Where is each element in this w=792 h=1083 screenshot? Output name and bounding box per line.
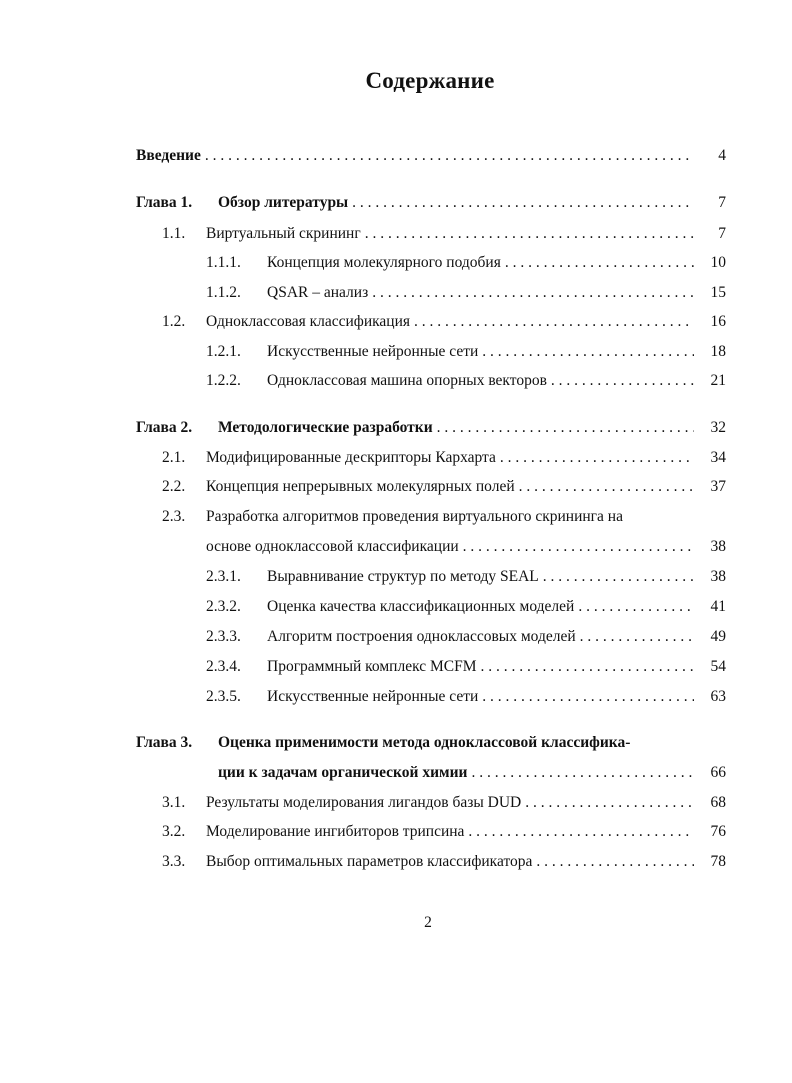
toc-entry-number: 1.2.2. (206, 372, 241, 389)
toc-entry-number: 1.1. (162, 225, 186, 242)
toc-entry-text-continued: ции к задачам органической химии (218, 764, 468, 781)
dot-leader (543, 566, 694, 588)
toc-entry-page: 18 (710, 343, 726, 360)
toc-entry-text: Программный комплекс MCFM (267, 658, 477, 675)
toc-entry-number: 2.3.5. (206, 688, 241, 705)
toc-entry-s1-2-1[interactable] (206, 341, 726, 363)
dot-leader (352, 192, 694, 214)
toc-entry-s2-3-3[interactable] (206, 626, 726, 648)
toc-entry-text: Модифицированные дескрипторы Кархарта (206, 449, 496, 466)
toc-entry-number: 2.3.1. (206, 568, 241, 585)
toc-entry-page: 76 (710, 823, 726, 840)
page-number: 2 (424, 914, 432, 931)
toc-entry-page: 41 (710, 598, 726, 615)
toc-entry-number: 2.3.3. (206, 628, 241, 645)
dot-leader (365, 223, 694, 245)
toc-entry-s1-1-1[interactable] (206, 252, 726, 274)
toc-entry-number: Глава 3. (136, 734, 193, 751)
toc-entry-s2-3-1[interactable] (206, 566, 726, 588)
dot-leader (463, 536, 694, 558)
toc-entry-page: 49 (710, 628, 726, 645)
dot-leader (519, 476, 694, 498)
dot-leader (437, 417, 694, 439)
toc-entry-ch1[interactable] (136, 192, 726, 214)
toc-entry-ch2[interactable] (136, 417, 726, 439)
toc-entry-page: 4 (718, 147, 726, 164)
dot-leader (482, 341, 694, 363)
toc-entry-s1-2[interactable] (162, 311, 726, 333)
toc-entry-number: 3.1. (162, 794, 186, 811)
toc-entry-number: 1.1.1. (206, 254, 241, 271)
toc-entry-s2-3-2[interactable] (206, 596, 726, 618)
toc-entry-s2-1[interactable] (162, 447, 726, 469)
dot-leader (481, 656, 694, 678)
toc-entry-text: Разработка алгоритмов проведения виртуального скрининга на (206, 508, 623, 525)
toc-entry-text: Введение (136, 147, 201, 164)
toc-entry-number: 1.2. (162, 313, 186, 330)
toc-entry-s2-3[interactable] (206, 536, 726, 558)
toc-entry-text: Результаты моделирования лигандов базы DUD (206, 794, 522, 811)
toc-entry-number: 2.2. (162, 478, 186, 495)
toc-entry-text: Концепция непрерывных молекулярных полей (206, 478, 515, 495)
dot-leader (536, 851, 694, 873)
toc-entry-s3-3[interactable] (162, 851, 726, 873)
dot-leader (578, 596, 694, 618)
dot-leader (505, 252, 694, 274)
toc-entry-number: 2.3. (162, 508, 186, 525)
toc-entry-text: Искусственные нейронные сети (267, 688, 479, 705)
toc-entry-page: 7 (718, 194, 726, 211)
toc-entry-text: QSAR – анализ (267, 284, 369, 301)
toc-entry-number: 3.3. (162, 853, 186, 870)
toc-entry-ch3[interactable] (218, 762, 726, 784)
dot-leader (580, 626, 694, 648)
toc-entry-text: Оценка применимости метода одноклассовой классифика- (218, 734, 631, 751)
toc-entry-text: Методологические разработки (218, 419, 433, 436)
toc-entry-s3-1[interactable] (162, 792, 726, 814)
dot-leader (471, 762, 694, 784)
toc-entry-s2-3-4[interactable] (206, 656, 726, 678)
toc-entry-text-continued: основе одноклассовой классификации (206, 538, 459, 555)
toc-entry-text: Обзор литературы (218, 194, 349, 211)
toc-entry-page: 78 (710, 853, 726, 870)
dot-leader (468, 821, 694, 843)
toc-entry-page: 10 (710, 254, 726, 271)
toc-entry-text: Виртуальный скрининг (206, 225, 361, 242)
toc-entry-s2-3-5[interactable] (206, 686, 726, 708)
toc-entry-page: 32 (710, 419, 726, 436)
toc-entry-page: 37 (710, 478, 726, 495)
toc-entry-text: Алгоритм построения одноклассовых моделей (267, 628, 576, 645)
toc-entry-page: 68 (710, 794, 726, 811)
toc-entry-text: Искусственные нейронные сети (267, 343, 479, 360)
toc-entry-number: 2.1. (162, 449, 186, 466)
toc-entry-s2-2[interactable] (162, 476, 726, 498)
toc-entry-s3-2[interactable] (162, 821, 726, 843)
toc-entry-text: Концепция молекулярного подобия (267, 254, 501, 271)
toc-entry-page: 66 (710, 764, 726, 781)
page-title: Содержание (365, 68, 495, 93)
toc-entry-page: 54 (710, 658, 726, 675)
toc-entry-text: Выбор оптимальных параметров классификатора (206, 853, 533, 870)
toc-entry-page: 63 (710, 688, 726, 705)
toc-entry-text: Одноклассовая машина опорных векторов (267, 372, 547, 389)
toc-entry-page: 34 (710, 449, 726, 466)
toc-entry-text: Моделирование ингибиторов трипсина (206, 823, 465, 840)
toc-entry-number: 2.3.4. (206, 658, 241, 675)
toc-entry-text: Одноклассовая классификация (206, 313, 411, 330)
dot-leader (482, 686, 694, 708)
toc-entry-number: Глава 1. (136, 194, 193, 211)
dot-leader (372, 282, 694, 304)
toc-entry-s1-1-2[interactable] (206, 282, 726, 304)
toc-entry-s2-3-line1[interactable] (162, 506, 623, 528)
toc-entry-number: 3.2. (162, 823, 186, 840)
dot-leader (414, 311, 694, 333)
dot-leader (500, 447, 694, 469)
toc-entry-intro[interactable] (136, 145, 726, 167)
dot-leader (205, 145, 694, 167)
toc-entry-page: 38 (710, 568, 726, 585)
toc-entry-number: Глава 2. (136, 419, 193, 436)
toc-entry-page: 38 (710, 538, 726, 555)
dot-leader (525, 792, 694, 814)
dot-leader (551, 370, 694, 392)
toc-entry-number: 1.2.1. (206, 343, 241, 360)
toc-entry-page: 7 (718, 225, 726, 242)
toc-entry-ch3-line1[interactable] (136, 732, 630, 754)
toc-entry-text: Оценка качества классификационных моделей (267, 598, 575, 615)
toc-entry-number: 1.1.2. (206, 284, 241, 301)
toc-entry-s1-1[interactable] (162, 223, 726, 245)
toc-entry-page: 15 (710, 284, 726, 301)
toc-entry-text: Выравнивание структур по методу SEAL (267, 568, 539, 585)
toc-entry-page: 21 (710, 372, 726, 389)
toc-entry-page: 16 (710, 313, 726, 330)
toc-entry-number: 2.3.2. (206, 598, 241, 615)
toc-entry-s1-2-2[interactable] (206, 370, 726, 392)
